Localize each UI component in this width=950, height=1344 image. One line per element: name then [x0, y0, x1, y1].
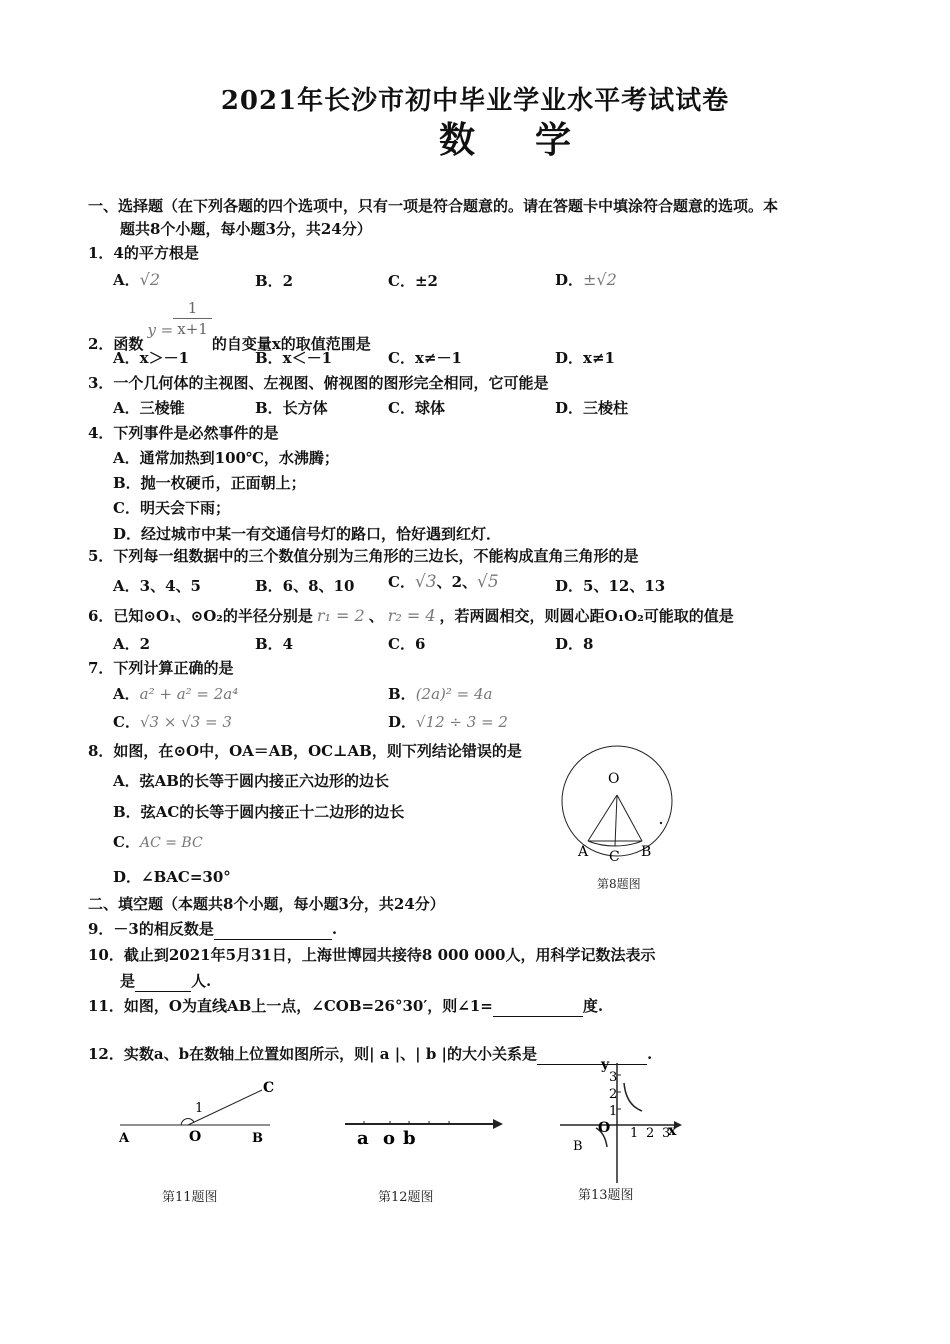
- q13-tick-label-x2: 2: [646, 1126, 655, 1141]
- q12-arrow-head: [493, 1119, 503, 1129]
- q13-tick-label-y3: 3: [609, 1070, 618, 1085]
- q3-option-d: D．三棱柱: [555, 399, 629, 417]
- q7-option-d: D．√12 ÷ 3 = 2: [388, 713, 508, 731]
- q1-stem: 1．4的平方根是: [88, 244, 199, 262]
- q13-curve-quadrant-1: [624, 1083, 642, 1111]
- q13-tick-label-x1: 1: [630, 1126, 639, 1141]
- q8-label-b: B: [641, 844, 652, 860]
- q4-stem: 4．下列事件是必然事件的是: [88, 424, 279, 442]
- q3-option-c: C．球体: [388, 399, 445, 417]
- q7-option-b: B．(2a)² = 4a: [388, 685, 493, 703]
- q11-label-o: O: [189, 1129, 202, 1145]
- q8-segment-ob: [617, 795, 642, 841]
- q13-label-b: B: [573, 1139, 583, 1154]
- q13-label-x: x: [668, 1123, 677, 1139]
- q11-angle-mark: [181, 1119, 194, 1125]
- q6-option-c: C．6: [388, 635, 426, 653]
- section1-heading-cont: 题共8个小题，每小题3分，共24分）: [120, 220, 372, 238]
- q11-label-1: 1: [195, 1101, 204, 1116]
- q2-option-d: D．x≠1: [555, 349, 615, 367]
- q6-option-a: A．2: [113, 635, 151, 653]
- q12-caption: 第12题图: [378, 1190, 434, 1205]
- q11-label-a: A: [119, 1131, 130, 1146]
- q13-caption: 第13题图: [578, 1188, 634, 1203]
- q8-stem: 8．如图，在⊙O中，OA＝AB，OC⊥AB，则下列结论错误的是: [88, 742, 522, 760]
- q3-option-b: B．长方体: [255, 399, 328, 417]
- q1-option-c: C．±2: [388, 272, 438, 290]
- q3-stem: 3．一个几何体的主视图、左视图、俯视图的图形完全相同，它可能是: [88, 374, 549, 392]
- q8-point-marker: [660, 822, 662, 824]
- q1-option-d: D．±√2: [555, 270, 617, 289]
- section2-heading: 二、填空题（本题共8个小题，每小题3分，共24分）: [88, 895, 445, 913]
- q12-label-b: b: [403, 1128, 416, 1149]
- q8-option-a: A．弦AB的长等于圆内接正六边形的边长: [113, 772, 389, 790]
- q6-option-d: D．8: [555, 635, 594, 653]
- q7-stem: 7．下列计算正确的是: [88, 659, 234, 677]
- q2-stem: 2．函数y = $\frac{1}{x+1}$ 的自变量x的取值范围是: [88, 299, 371, 353]
- q8-segment-oc: [615, 795, 617, 846]
- q4-option-a: A．通常加热到100℃，水沸腾；: [113, 449, 339, 467]
- q13-tick-label-x3: 3: [662, 1126, 671, 1141]
- q4-option-b: B．抛一枚硬币，正面朝上；: [113, 474, 306, 492]
- q12-label-o: o: [383, 1128, 396, 1149]
- q13-label-y: y: [601, 1057, 610, 1073]
- q10-line2: 是 人.: [120, 972, 212, 990]
- q8-figure: [560, 740, 680, 870]
- q9-stem: 9．－3的相反数是 .: [88, 920, 338, 938]
- subject-title: 数学: [438, 119, 631, 161]
- q8-option-c: C．AC = BC: [113, 833, 203, 851]
- q8-caption: 第8题图: [597, 877, 641, 891]
- q13-tick-label-y1: 1: [609, 1104, 618, 1119]
- q8-label-a: A: [578, 844, 589, 860]
- q8-segment-oa: [588, 795, 617, 841]
- q11-figure: [115, 1078, 285, 1158]
- q6-option-b: B．4: [255, 635, 294, 653]
- q12-label-a: a: [357, 1128, 369, 1149]
- q10-line1: 10．截止到2021年5月31日，上海世博园共接待8 000 000人，用科学记数法表示: [88, 946, 656, 964]
- q1-option-b: B．2: [255, 272, 294, 290]
- q8-arc-cb: [615, 841, 642, 846]
- q12-stem: 12．实数a、b在数轴上位置如图所示，则| a |、| b |的大小关系是 .: [88, 1045, 653, 1063]
- q5-option-c: C．√3、2、√5: [388, 572, 499, 592]
- q7-option-c: C．√3 × √3 = 3: [113, 713, 232, 731]
- q11-label-c: C: [263, 1080, 275, 1096]
- q11-label-b: B: [252, 1131, 263, 1146]
- q1-option-a: A．√2: [113, 270, 161, 289]
- q8-arc-ac: [588, 841, 615, 846]
- q12-figure: [345, 1110, 510, 1150]
- q2-option-b: B．x＜－1: [255, 349, 333, 367]
- q13-tick-label-y2: 2: [609, 1087, 618, 1102]
- q8-option-d: D．∠BAC=30°: [113, 868, 231, 886]
- q8-option-b: B．弦AC的长等于圆内接正十二边形的边长: [113, 803, 405, 821]
- q13-figure: [560, 1055, 690, 1185]
- q5-option-d: D．5、12、13: [555, 577, 666, 595]
- q3-option-a: A．三棱锥: [113, 399, 185, 417]
- exam-title: 2021年长沙市初中毕业学业水平考试试卷: [220, 86, 730, 116]
- q4-option-c: C．明天会下雨；: [113, 499, 230, 517]
- q13-label-o: O: [598, 1120, 611, 1136]
- q8-label-c: C: [609, 849, 620, 865]
- q11-stem: 11．如图，O为直线AB上一点，∠COB=26°30′，则∠1= 度.: [88, 997, 604, 1015]
- q5-option-b: B．6、8、10: [255, 577, 355, 595]
- section1-heading: 一、选择题（在下列各题的四个选项中，只有一项是符合题意的。请在答题卡中填涂符合题意的选项。本: [88, 197, 779, 215]
- q5-stem: 5．下列每一组数据中的三个数值分别为三角形的三边长，不能构成直角三角形的是: [88, 547, 639, 565]
- q5-option-a: A．3、4、5: [113, 577, 201, 595]
- q7-option-a: A．a² + a² = 2a⁴: [113, 685, 239, 703]
- q4-option-d: D．经过城市中某一有交通信号灯的路口，恰好遇到红灯．: [113, 525, 502, 543]
- q2-option-c: C．x≠－1: [388, 349, 462, 367]
- q8-label-o: O: [608, 771, 620, 787]
- q2-option-a: A．x＞－1: [113, 349, 190, 367]
- q6-stem: 6．已知⊙O₁、⊙O₂的半径分别是 r₁ = 2 、 r₂ = 4 ，若两圆相交，则圆心距O₁O₂可能取的值是: [88, 606, 734, 625]
- q11-caption: 第11题图: [162, 1190, 218, 1205]
